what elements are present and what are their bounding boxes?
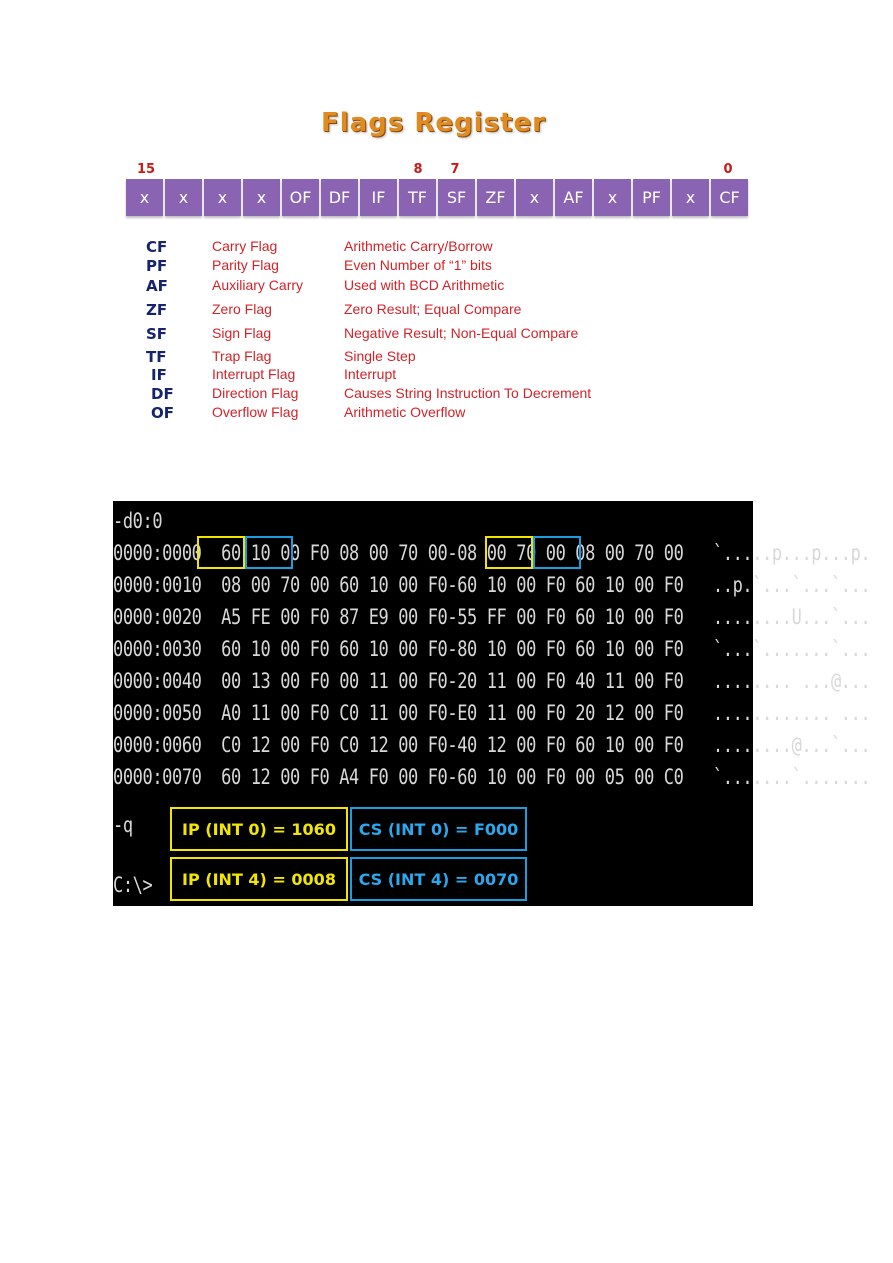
flag-desc: Negative Result; Non-Equal Compare bbox=[344, 325, 579, 341]
register-bit-0: CF bbox=[711, 179, 748, 216]
register-bit-10: DF bbox=[321, 179, 358, 216]
flag-name: Overflow Flag bbox=[212, 404, 299, 420]
flag-desc: Arithmetic Overflow bbox=[344, 404, 466, 420]
int0-cs-highlight bbox=[245, 536, 293, 569]
cs-int4-label: CS (INT 4) = 0070 bbox=[350, 857, 527, 901]
memory-dump-row: 0000:0010 08 00 70 00 60 10 00 F0-60 10 00 F0 60 10 00 F0 ..p.`...`...`... bbox=[113, 573, 871, 598]
register-bit-5: x bbox=[516, 179, 553, 216]
flag-name: Carry Flag bbox=[212, 238, 278, 254]
flag-abbr: TF bbox=[146, 348, 167, 366]
flag-desc: Causes String Instruction To Decrement bbox=[344, 385, 592, 401]
register-bit-14: x bbox=[165, 179, 202, 216]
bit-number-7: 7 bbox=[450, 162, 460, 177]
memory-dump-row: 0000:0060 C0 12 00 F0 C0 12 00 F0-40 12 00 F0 60 10 00 F0 ........@...`... bbox=[113, 733, 871, 758]
flag-abbr: ZF bbox=[146, 301, 168, 319]
register-bit-7: SF bbox=[438, 179, 475, 216]
memory-dump-row: 0000:0020 A5 FE 00 F0 87 E9 00 F0-55 FF 00 F0 60 10 00 F0 ........U...`... bbox=[113, 605, 871, 630]
register-bit-3: x bbox=[594, 179, 631, 216]
register-bit-15: x bbox=[126, 179, 163, 216]
memory-dump-row: 0000:0040 00 13 00 F0 00 11 00 F0-20 11 00 F0 40 11 00 F0 ........ ...@... bbox=[113, 669, 871, 694]
cs-int0-label: CS (INT 0) = F000 bbox=[350, 807, 527, 851]
register-bit-8: TF bbox=[399, 179, 436, 216]
register-bit-9: IF bbox=[360, 179, 397, 216]
flag-name: Sign Flag bbox=[212, 325, 272, 341]
flag-name: Direction Flag bbox=[212, 385, 299, 401]
bit-number-15: 15 bbox=[136, 162, 156, 177]
flag-name: Zero Flag bbox=[212, 301, 272, 317]
flag-abbr: DF bbox=[151, 385, 174, 403]
flags-register-bits bbox=[126, 179, 748, 216]
flag-desc: Interrupt bbox=[344, 366, 397, 382]
register-bit-2: PF bbox=[633, 179, 670, 216]
flag-abbr: AF bbox=[146, 277, 168, 295]
ip-int4-label: IP (INT 4) = 0008 bbox=[170, 857, 348, 901]
flag-name: Auxiliary Carry bbox=[212, 277, 304, 293]
register-bit-13: x bbox=[204, 179, 241, 216]
flag-name: Parity Flag bbox=[212, 257, 279, 273]
int4-cs-highlight bbox=[533, 536, 581, 569]
register-bit-6: ZF bbox=[477, 179, 514, 216]
flag-desc: Even Number of “1” bits bbox=[344, 257, 492, 273]
bit-number-0: 0 bbox=[723, 162, 733, 177]
flag-abbr: IF bbox=[151, 366, 167, 384]
memory-dump-row: 0000:0000 60 10 00 F0 08 00 70 00-08 00 70 00 08 00 70 00 `.....p...p...p. bbox=[113, 541, 871, 566]
register-bit-1: x bbox=[672, 179, 709, 216]
terminal-command-line: -d0:0 bbox=[113, 509, 163, 534]
flag-abbr: OF bbox=[151, 404, 174, 422]
bit-number-8: 8 bbox=[413, 162, 423, 177]
ip-int0-label: IP (INT 0) = 1060 bbox=[170, 807, 348, 851]
memory-dump-row: 0000:0050 A0 11 00 F0 C0 11 00 F0-E0 11 00 F0 20 12 00 F0 ............ ... bbox=[113, 701, 871, 726]
flag-desc: Single Step bbox=[344, 348, 416, 364]
int0-ip-highlight bbox=[197, 536, 245, 569]
int4-ip-highlight bbox=[485, 536, 533, 569]
flag-abbr: SF bbox=[146, 325, 168, 343]
flag-abbr: CF bbox=[146, 238, 168, 256]
memory-dump-row: 0000:0030 60 10 00 F0 60 10 00 F0-80 10 00 F0 60 10 00 F0 `...`.......`... bbox=[113, 637, 871, 662]
flag-name: Interrupt Flag bbox=[212, 366, 296, 382]
terminal-quit-command: -q bbox=[113, 813, 133, 838]
flag-name: Trap Flag bbox=[212, 348, 272, 364]
flag-abbr: PF bbox=[146, 257, 168, 275]
flags-register-title: Flags Register bbox=[321, 108, 546, 138]
register-bit-12: x bbox=[243, 179, 280, 216]
register-bit-4: AF bbox=[555, 179, 592, 216]
debug-terminal-screenshot bbox=[113, 501, 871, 906]
register-bit-11: OF bbox=[282, 179, 319, 216]
flag-desc: Zero Result; Equal Compare bbox=[344, 301, 522, 317]
flag-desc: Used with BCD Arithmetic bbox=[344, 277, 505, 293]
flag-desc: Arithmetic Carry/Borrow bbox=[344, 238, 493, 254]
terminal-prompt: C:\> bbox=[113, 873, 153, 898]
memory-dump-row: 0000:0070 60 12 00 F0 A4 F0 00 F0-60 10 00 F0 00 05 00 C0 `.......`....... bbox=[113, 765, 871, 790]
